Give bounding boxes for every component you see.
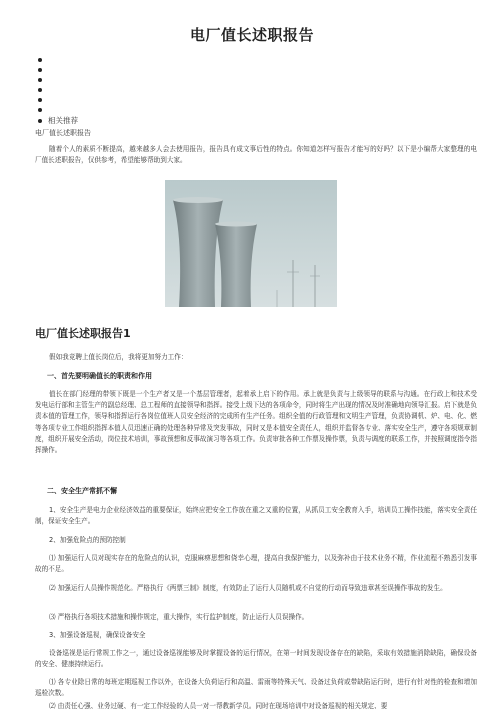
opening-line: 假如我竞聘上值长岗位后，我将更加努力工作： [49, 353, 188, 361]
bullet-dot-icon [38, 58, 42, 62]
subheading-two: 二、安全生产常抓不懈 [47, 487, 117, 495]
paragraph-two-7: 设备巡视是运行常规工作之一，通过设备巡视能够及时掌握设备的运行情况，在第一时间发现设备存在的缺陷，采取有效措施消除缺陷，确保设备的安全、健康持续运行。 [35, 649, 477, 669]
paragraph-two-4: ⑵ 加强运行人员操作规范化。严格执行《两票三制》制度，有效防止了运行人员随机或不自觉的行动而导致违章甚至误操作事故的发生。 [49, 584, 447, 592]
document-page: 电厂值长述职报告 相关推荐 电厂值长述职报告 随着个人的素质不断提高，越来越多人会去使用报告，报告具有成文事后性的特点。你知道怎样写报告才能写的好吗？以下是小编帮大家整理的电厂值长述职报告，仅供参考，希望能够帮助到大家。 电厂值长述职报告1 假如我竞聘上值长岗位后，我将更加努力工作： 一、首先要明确值长的职责和作用 值长在部门经理的带领下既是一个生产者又是一个基层管理者，起着承上启下的作用。承上就是负责与上级领导的联系与沟通。在行政上和技术受发电运行部和主管生产的副总经理、总工程师的直接领导和指挥。接受上级下达的各项命令，同时将生产出现的情况及时准确地向领导汇报。启下就是负责本值的管理工作，领导和指挥运行各岗位值班人员安全经济的完成所有生产任务。组织全值的行政管理和文明生产管理，负责协调机、炉、电、化、燃等各项专业工作组织指挥本值人员迅速正确的处理各种异常及突发事故，同时又是本值安全责任人，组织并监督各专业、落实安全生产，遵守各项规章制度，组织开展安全活动，岗位技术培训，事故预想和反事故演习等各项工作。负责审批各种工作票及操作票，负责与调度的联系工作，并按照调度指令指挥操作。 二、安全生产常抓不懈 1、安全生产是电力企业经济效益的重要保证，始终应把安全工作放在重之又重的位置，从抓员工安全教育入手，培训员工操作技能，落实安全责任制，保证安全生产。 2、加强危险点的预防控制 ⑴ 加强运行人员对现实存在的危险点的认识，克服麻痹思想和侥幸心理，提高自我保护能力，以及弥补由于技术业务不精，作业流程不熟悉引发事故的不足。 ⑵ 加强运行人员操作规范化。严格执行《两票三制》制度，有效防止了运行人员随机或不自觉的行动而导致违章甚至误操作事故的发生。 ⑶ 严格执行各项技术措施和操作规定，重大操作，实行监护制度，防止运行人员误操作。 3、加强设备巡视，确保设备安全 设备巡视是运行常规工作之一，通过设备巡视能够及时掌握设备的运行情况，在第一时间发现设备存在的缺陷，采取有效措施消除缺陷，确保设备的安全、健康持续运行。 ⑴ 各专业除日常的每班定期巡视工作以外，在设备大负荷运行和高温、雷雨等特殊天气、设备过负荷或带缺陷运行时，进行有针对性的检查和增加巡检次数。 ⑵ 由责任心强、业务过硬、有一定工作经验的人员一对一帮教新学员。同时在现场培训中对设备巡视的相关规定、要 [0, 0, 504, 713]
section-heading: 电厂值长述职报告1 [35, 327, 131, 340]
bullet-dot-icon [38, 88, 42, 92]
paragraph-two-2: 2、加强危险点的预防控制 [49, 536, 126, 544]
paragraph-two-5: ⑶ 严格执行各项技术措施和操作规定，重大操作，实行监护制度，防止运行人员误操作。 [49, 613, 309, 621]
intro-paragraph: 随着个人的素质不断提高，越来越多人会去使用报告，报告具有成文事后性的特点。你知道怎样写报告才能写的好吗？以下是小编帮大家整理的电厂值长述职报告，仅供参考，希望能够帮助到大家。 [35, 145, 477, 165]
breadcrumb: 电厂值长述职报告 [35, 129, 91, 137]
bullet-dot-icon [38, 98, 42, 102]
bullet-dot-icon [38, 78, 42, 82]
power-plant-photo [165, 180, 337, 307]
bullet-dot-icon [38, 119, 42, 123]
bullet-dot-icon [38, 68, 42, 72]
paragraph-two-8: ⑴ 各专业除日常的每班定期巡视工作以外，在设备大负荷运行和高温、雷雨等特殊天气、设备过负荷或带缺陷运行时，进行有针对性的检查和增加巡检次数。 [35, 678, 477, 698]
bullet-dot-icon [38, 108, 42, 112]
paragraph-two-3: ⑴ 加强运行人员对现实存在的危险点的认识，克服麻痹思想和侥幸心理，提高自我保护能力，以及弥补由于技术业务不精，作业流程不熟悉引发事故的不足。 [35, 554, 477, 574]
paragraph-two-9: ⑵ 由责任心强、业务过硬、有一定工作经验的人员一对一帮教新学员。同时在现场培训中对设备巡视的相关规定、要 [49, 702, 388, 710]
subheading-one: 一、首先要明确值长的职责和作用 [47, 372, 152, 380]
paragraph-one: 值长在部门经理的带领下既是一个生产者又是一个基层管理者，起着承上启下的作用。承上就是负责与上级领导的联系与沟通。在行政上和技术受发电运行部和主管生产的副总经理、总工程师的直接领导和指挥。接受上级下达的各项命令，同时将生产出现的情况及时准确地向领导汇报。启下就是负责本值的管理工作，领导和指挥运行各岗位值班人员安全经济的完成所有生产任务。组织全值的行政管理和文明生产管理，负责协调机、炉、电、化、燃等各项专业工作组织指挥本值人员迅速正确的处理各种异常及突发事故，同时又是本值安全责任人，组织并监督各专业、落实安全生产，遵守各项规章制度，组织开展安全活动，岗位技术培训，事故预想和反事故演习等各项工作。负责审批各种工作票及操作票，负责与调度的联系工作，并按照调度指令指挥操作。 [35, 390, 477, 455]
paragraph-two-6: 3、加强设备巡视，确保设备安全 [49, 631, 146, 639]
paragraph-two-1: 1、安全生产是电力企业经济效益的重要保证，始终应把安全工作放在重之又重的位置，从抓员工安全教育入手，培训员工操作技能，落实安全责任制，保证安全生产。 [35, 506, 477, 526]
page-title: 电厂值长述职报告 [189, 26, 314, 44]
